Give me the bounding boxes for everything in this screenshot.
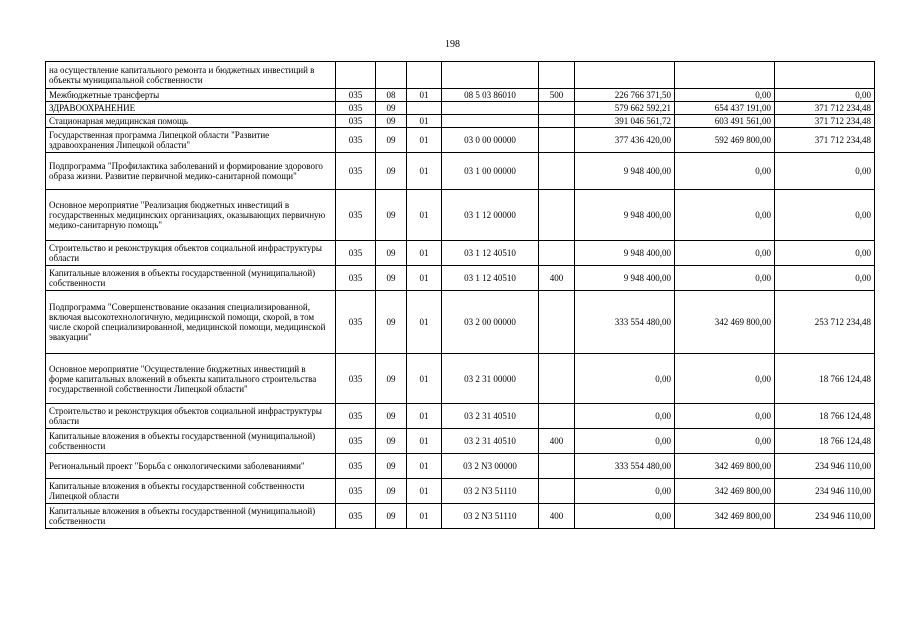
- section-code-cell: 09: [376, 190, 407, 241]
- row-name-cell: Капитальные вложения в объекты государственной собственности Липецкой области: [46, 479, 336, 504]
- amount-year1-cell: 0,00: [575, 429, 675, 454]
- amount-year1-cell: 391 046 561,72: [575, 115, 675, 128]
- amount-year3-cell: 0,00: [775, 153, 875, 190]
- amount-year1-cell: 333 554 480,00: [575, 291, 675, 354]
- target-article-cell: 03 2 31 40510: [442, 429, 539, 454]
- row-name-cell: Строительство и реконструкция объектов социальной инфраструктуры области: [46, 404, 336, 429]
- amount-year3-cell: 18 766 124,48: [775, 354, 875, 404]
- table-row: [46, 241, 875, 266]
- amount-year1-cell: 9 948 400,00: [575, 153, 675, 190]
- amount-year1-cell: 0,00: [575, 479, 675, 504]
- target-article-cell: 03 2 31 00000: [442, 354, 539, 404]
- expense-type-cell: [539, 479, 575, 504]
- table-row: [46, 89, 875, 102]
- amount-year1-cell: 333 554 480,00: [575, 454, 675, 479]
- amount-year2-cell: 342 469 800,00: [675, 291, 775, 354]
- ministry-code-cell: 035: [336, 479, 376, 504]
- row-name-cell: Государственная программа Липецкой области "Развитие здравоохранения Липецкой области": [46, 128, 336, 153]
- amount-year2-cell: [675, 62, 775, 89]
- section-code-cell: 09: [376, 504, 407, 529]
- amount-year3-cell: 234 946 110,00: [775, 504, 875, 529]
- ministry-code-cell: 035: [336, 429, 376, 454]
- target-article-cell: 03 2 31 40510: [442, 404, 539, 429]
- amount-year3-cell: 371 712 234,48: [775, 102, 875, 115]
- amount-year1-cell: 579 662 592,21: [575, 102, 675, 115]
- section-code-cell: 09: [376, 354, 407, 404]
- table-row: [46, 190, 875, 241]
- amount-year3-cell: 0,00: [775, 266, 875, 291]
- ministry-code-cell: 035: [336, 291, 376, 354]
- target-article-cell: 03 2 00 00000: [442, 291, 539, 354]
- subsection-code-cell: 01: [407, 89, 442, 102]
- target-article-cell: 03 1 12 40510: [442, 241, 539, 266]
- subsection-code-cell: 01: [407, 504, 442, 529]
- ministry-code-cell: 035: [336, 190, 376, 241]
- target-article-cell: 08 5 03 86010: [442, 89, 539, 102]
- subsection-code-cell: 01: [407, 153, 442, 190]
- amount-year2-cell: 0,00: [675, 153, 775, 190]
- table-row: [46, 115, 875, 128]
- subsection-code-cell: 01: [407, 241, 442, 266]
- amount-year1-cell: 9 948 400,00: [575, 190, 675, 241]
- ministry-code-cell: 035: [336, 454, 376, 479]
- subsection-code-cell: 01: [407, 454, 442, 479]
- target-article-cell: 03 2 N3 51110: [442, 504, 539, 529]
- table-row: [46, 454, 875, 479]
- table-row: [46, 266, 875, 291]
- section-code-cell: 09: [376, 429, 407, 454]
- expense-type-cell: [539, 62, 575, 89]
- expense-type-cell: 400: [539, 266, 575, 291]
- expense-type-cell: [539, 454, 575, 479]
- expense-type-cell: [539, 291, 575, 354]
- target-article-cell: [442, 102, 539, 115]
- row-name-cell: ЗДРАВООХРАНЕНИЕ: [46, 102, 336, 115]
- table-row: [46, 153, 875, 190]
- subsection-code-cell: [407, 62, 442, 89]
- expense-type-cell: 400: [539, 429, 575, 454]
- expense-type-cell: 400: [539, 504, 575, 529]
- amount-year2-cell: 342 469 800,00: [675, 479, 775, 504]
- amount-year3-cell: 18 766 124,48: [775, 404, 875, 429]
- expense-type-cell: [539, 102, 575, 115]
- amount-year3-cell: 371 712 234,48: [775, 115, 875, 128]
- table-body: [46, 62, 875, 529]
- amount-year1-cell: 377 436 420,00: [575, 128, 675, 153]
- amount-year2-cell: 654 437 191,00: [675, 102, 775, 115]
- table-row: [46, 504, 875, 529]
- amount-year3-cell: 0,00: [775, 89, 875, 102]
- section-code-cell: 09: [376, 479, 407, 504]
- expense-type-cell: [539, 241, 575, 266]
- ministry-code-cell: 035: [336, 241, 376, 266]
- subsection-code-cell: 01: [407, 354, 442, 404]
- amount-year2-cell: 342 469 800,00: [675, 504, 775, 529]
- amount-year2-cell: 0,00: [675, 89, 775, 102]
- subsection-code-cell: 01: [407, 128, 442, 153]
- target-article-cell: 03 1 00 00000: [442, 153, 539, 190]
- section-code-cell: 09: [376, 241, 407, 266]
- section-code-cell: [376, 62, 407, 89]
- subsection-code-cell: 01: [407, 291, 442, 354]
- amount-year2-cell: 0,00: [675, 404, 775, 429]
- row-name-cell: Капитальные вложения в объекты государственной (муниципальной) собственности: [46, 429, 336, 454]
- subsection-code-cell: 01: [407, 266, 442, 291]
- section-code-cell: 09: [376, 115, 407, 128]
- amount-year3-cell: 0,00: [775, 241, 875, 266]
- amount-year1-cell: [575, 62, 675, 89]
- row-name-cell: Капитальные вложения в объекты государственной (муниципальной) собственности: [46, 266, 336, 291]
- expense-type-cell: [539, 153, 575, 190]
- subsection-code-cell: 01: [407, 404, 442, 429]
- ministry-code-cell: 035: [336, 266, 376, 291]
- subsection-code-cell: [407, 102, 442, 115]
- amount-year3-cell: 234 946 110,00: [775, 479, 875, 504]
- amount-year2-cell: 342 469 800,00: [675, 454, 775, 479]
- ministry-code-cell: 035: [336, 89, 376, 102]
- table-row: [46, 429, 875, 454]
- subsection-code-cell: 01: [407, 190, 442, 241]
- ministry-code-cell: 035: [336, 504, 376, 529]
- row-name-cell: на осуществление капитального ремонта и бюджетных инвестиций в объекты муниципальной собственности: [46, 62, 336, 89]
- section-code-cell: 09: [376, 454, 407, 479]
- ministry-code-cell: 035: [336, 115, 376, 128]
- expense-type-cell: [539, 115, 575, 128]
- ministry-code-cell: 035: [336, 354, 376, 404]
- row-name-cell: Межбюджетные трансферты: [46, 89, 336, 102]
- section-code-cell: 09: [376, 102, 407, 115]
- target-article-cell: 03 2 N3 51110: [442, 479, 539, 504]
- table-row: [46, 62, 875, 89]
- amount-year3-cell: [775, 62, 875, 89]
- page-number: 198: [445, 39, 460, 50]
- target-article-cell: 03 1 12 40510: [442, 266, 539, 291]
- ministry-code-cell: 035: [336, 128, 376, 153]
- expense-type-cell: [539, 354, 575, 404]
- section-code-cell: 09: [376, 266, 407, 291]
- ministry-code-cell: 035: [336, 153, 376, 190]
- amount-year3-cell: 371 712 234,48: [775, 128, 875, 153]
- row-name-cell: Подпрограмма "Совершенствование оказания специализированной, включая высокотехнологичную, медицинской помощи, скорой, в том числе скорой специализированной, медицинской помощи, медицинской эвакуации": [46, 291, 336, 354]
- amount-year3-cell: 234 946 110,00: [775, 454, 875, 479]
- row-name-cell: Региональный проект "Борьба с онкологическими заболеваниями": [46, 454, 336, 479]
- amount-year1-cell: 226 766 371,50: [575, 89, 675, 102]
- section-code-cell: 09: [376, 128, 407, 153]
- amount-year1-cell: 0,00: [575, 354, 675, 404]
- amount-year2-cell: 0,00: [675, 241, 775, 266]
- row-name-cell: Основное мероприятие "Реализация бюджетных инвестиций в государственных медицинских организациях, оказывающих первичную медико-санитарную помощь": [46, 190, 336, 241]
- subsection-code-cell: 01: [407, 115, 442, 128]
- target-article-cell: 03 1 12 00000: [442, 190, 539, 241]
- section-code-cell: 09: [376, 153, 407, 190]
- amount-year1-cell: 9 948 400,00: [575, 241, 675, 266]
- row-name-cell: Капитальные вложения в объекты государственной (муниципальной) собственности: [46, 504, 336, 529]
- target-article-cell: 03 0 00 00000: [442, 128, 539, 153]
- section-code-cell: 09: [376, 404, 407, 429]
- amount-year1-cell: 0,00: [575, 504, 675, 529]
- table-row: [46, 102, 875, 115]
- expense-type-cell: [539, 404, 575, 429]
- amount-year3-cell: 0,00: [775, 190, 875, 241]
- subsection-code-cell: 01: [407, 429, 442, 454]
- amount-year2-cell: 603 491 561,00: [675, 115, 775, 128]
- section-code-cell: 09: [376, 291, 407, 354]
- table-row: [46, 479, 875, 504]
- amount-year3-cell: 18 766 124,48: [775, 429, 875, 454]
- row-name-cell: Подпрограмма "Профилактика заболеваний и формирование здорового образа жизни. Развитие первичной медико-санитарной помощи": [46, 153, 336, 190]
- ministry-code-cell: 035: [336, 404, 376, 429]
- table-row: [46, 354, 875, 404]
- row-name-cell: Стационарная медицинская помощь: [46, 115, 336, 128]
- amount-year3-cell: 253 712 234,48: [775, 291, 875, 354]
- budget-table: [45, 61, 875, 529]
- amount-year2-cell: 0,00: [675, 190, 775, 241]
- section-code-cell: 08: [376, 89, 407, 102]
- target-article-cell: 03 2 N3 00000: [442, 454, 539, 479]
- target-article-cell: [442, 62, 539, 89]
- table-row: [46, 291, 875, 354]
- amount-year1-cell: 9 948 400,00: [575, 266, 675, 291]
- amount-year2-cell: 0,00: [675, 354, 775, 404]
- expense-type-cell: [539, 128, 575, 153]
- amount-year2-cell: 0,00: [675, 429, 775, 454]
- ministry-code-cell: 035: [336, 102, 376, 115]
- amount-year2-cell: 592 469 800,00: [675, 128, 775, 153]
- amount-year2-cell: 0,00: [675, 266, 775, 291]
- subsection-code-cell: 01: [407, 479, 442, 504]
- expense-type-cell: [539, 190, 575, 241]
- target-article-cell: [442, 115, 539, 128]
- table-row: [46, 404, 875, 429]
- row-name-cell: Строительство и реконструкция объектов социальной инфраструктуры области: [46, 241, 336, 266]
- row-name-cell: Основное мероприятие "Осуществление бюджетных инвестиций в форме капитальных вложений в объекты капитального строительства государственной собственности Липецкой области": [46, 354, 336, 404]
- ministry-code-cell: [336, 62, 376, 89]
- expense-type-cell: 500: [539, 89, 575, 102]
- amount-year1-cell: 0,00: [575, 404, 675, 429]
- table-row: [46, 128, 875, 153]
